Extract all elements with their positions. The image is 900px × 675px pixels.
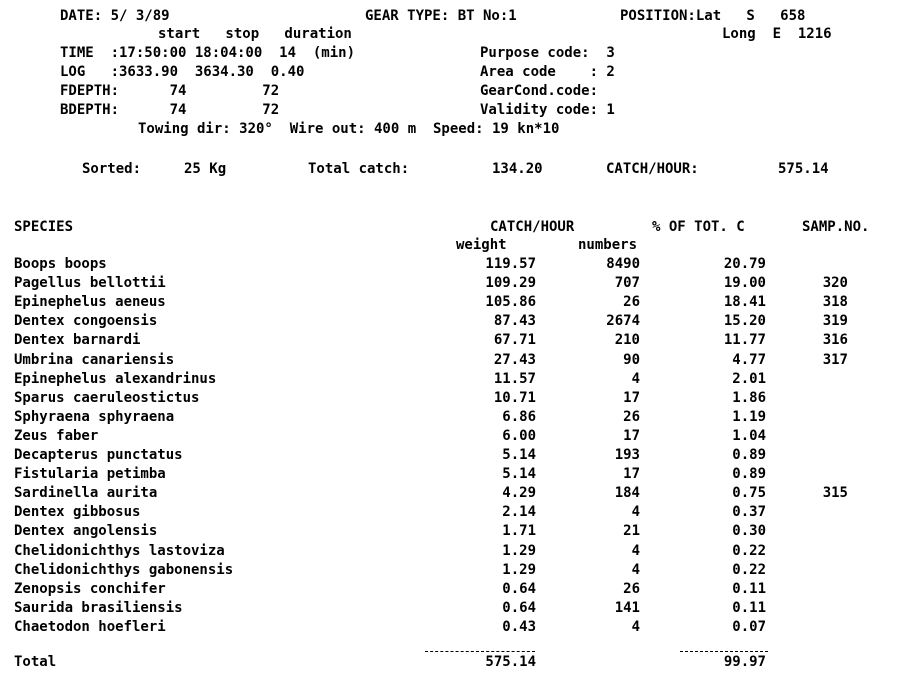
sorted-value: 25 Kg <box>184 161 227 177</box>
numbers-cell: 17 <box>623 390 640 406</box>
weight-cell: 105.86 <box>485 294 536 310</box>
pct-cell: 0.30 <box>732 523 766 539</box>
weight-cell: 6.00 <box>502 428 536 444</box>
species-name: Dentex barnardi <box>14 332 141 348</box>
catch-hour-value: 575.14 <box>778 161 829 177</box>
species-name: Fistularia petimba <box>14 466 166 482</box>
pct-cell: 0.22 <box>732 543 766 559</box>
species-name: Chelidonichthys lastoviza <box>14 543 225 559</box>
weight-cell: 1.29 <box>502 562 536 578</box>
samp-cell: 320 <box>822 275 848 291</box>
pct-cell: 0.75 <box>732 485 766 501</box>
weight-cell: 4.29 <box>502 485 536 501</box>
total-pct: 99.97 <box>723 654 766 670</box>
numbers-cell: 17 <box>623 428 640 444</box>
numbers-cell: 8490 <box>606 256 640 272</box>
numbers-cell: 193 <box>614 447 640 463</box>
species-name: Sphyraena sphyraena <box>14 409 175 425</box>
species-name: Dentex angolensis <box>14 523 158 539</box>
pct-cell: 0.89 <box>732 447 766 463</box>
pct-cell: 1.04 <box>732 428 766 444</box>
species-name: Boops boops <box>14 256 107 272</box>
species-name: Epinephelus alexandrinus <box>14 371 217 387</box>
species-name: Saurida brasiliensis <box>14 600 183 616</box>
towing-row: Towing dir: 320° Wire out: 400 m Speed: 19 kn*10 <box>138 121 560 137</box>
log-row: LOG :3633.90 3634.30 0.40 <box>60 64 305 80</box>
position-lat: POSITION:Lat S 658 <box>620 8 806 24</box>
samp-cell: 319 <box>822 313 848 329</box>
pct-cell: 20.79 <box>723 256 766 272</box>
weight-cell: 11.57 <box>493 371 536 387</box>
species-name: Decapterus punctatus <box>14 447 183 463</box>
species-name: Chelidonichthys gabonensis <box>14 562 234 578</box>
pct-cell: 1.19 <box>732 409 766 425</box>
weight-cell: 0.64 <box>502 581 536 597</box>
samp-cell: 316 <box>822 332 848 348</box>
sorted-label: Sorted: <box>82 161 142 177</box>
numbers-cell: 90 <box>623 352 640 368</box>
species-name: Dentex congoensis <box>14 313 158 329</box>
numbers-cell: 210 <box>614 332 640 348</box>
numbers-cell: 184 <box>614 485 640 501</box>
pct-cell: 0.11 <box>732 581 766 597</box>
date-label: DATE: 5/ 3/89 <box>60 8 170 24</box>
weight-cell: 0.43 <box>502 619 536 635</box>
numbers-cell: 26 <box>623 409 640 425</box>
weight-cell: 6.86 <box>502 409 536 425</box>
weight-subheader: weight <box>456 237 507 253</box>
area-code: Area code : 2 <box>480 64 615 80</box>
samp-no-header: SAMP.NO. <box>802 219 870 235</box>
total-catch-label: Total catch: <box>308 161 410 177</box>
pct-total-header: % OF TOT. C <box>652 219 745 235</box>
species-name: Zenopsis conchifer <box>14 581 166 597</box>
species-name: Umbrina canariensis <box>14 352 175 368</box>
numbers-cell: 4 <box>631 562 640 578</box>
weight-cell: 119.57 <box>485 256 536 272</box>
numbers-cell: 4 <box>631 504 640 520</box>
numbers-cell: 4 <box>631 371 640 387</box>
weight-cell: 109.29 <box>485 275 536 291</box>
catch-hour-label: CATCH/HOUR: <box>606 161 699 177</box>
pct-cell: 4.77 <box>732 352 766 368</box>
numbers-cell: 17 <box>623 466 640 482</box>
species-name: Sardinella aurita <box>14 485 158 501</box>
numbers-cell: 21 <box>623 523 640 539</box>
total-weight: 575.14 <box>485 654 536 670</box>
pct-cell: 0.89 <box>732 466 766 482</box>
weight-cell: 10.71 <box>493 390 536 406</box>
validity-code: Validity code: 1 <box>480 102 615 118</box>
weight-cell: 87.43 <box>493 313 536 329</box>
weight-cell: 27.43 <box>493 352 536 368</box>
samp-cell: 315 <box>822 485 848 501</box>
numbers-cell: 26 <box>623 294 640 310</box>
pct-cell: 18.41 <box>723 294 766 310</box>
species-name: Chaetodon hoefleri <box>14 619 166 635</box>
fdepth-row: FDEPTH: 74 72 <box>60 83 280 99</box>
pct-cell: 11.77 <box>723 332 766 348</box>
pct-cell: 2.01 <box>732 371 766 387</box>
weight-cell: 2.14 <box>502 504 536 520</box>
pct-cell: 0.07 <box>732 619 766 635</box>
weight-total-rule <box>425 651 535 652</box>
numbers-cell: 4 <box>631 543 640 559</box>
numbers-subheader: numbers <box>578 237 638 253</box>
numbers-cell: 26 <box>623 581 640 597</box>
numbers-cell: 707 <box>614 275 640 291</box>
species-name: Dentex gibbosus <box>14 504 141 520</box>
weight-cell: 1.71 <box>502 523 536 539</box>
numbers-cell: 4 <box>631 619 640 635</box>
species-header: SPECIES <box>14 219 74 235</box>
time-column-headers: start stop duration <box>158 26 352 42</box>
total-catch-value: 134.20 <box>492 161 543 177</box>
samp-cell: 318 <box>822 294 848 310</box>
bdepth-row: BDEPTH: 74 72 <box>60 102 280 118</box>
gear-type-label: GEAR TYPE: BT No:1 <box>365 8 517 24</box>
gearcond-code: GearCond.code: <box>480 83 599 99</box>
pct-cell: 1.86 <box>732 390 766 406</box>
catch-hour-header: CATCH/HOUR <box>490 219 575 235</box>
weight-cell: 0.64 <box>502 600 536 616</box>
purpose-code: Purpose code: 3 <box>480 45 615 61</box>
total-label: Total <box>14 654 57 670</box>
pct-cell: 0.37 <box>732 504 766 520</box>
species-name: Epinephelus aeneus <box>14 294 166 310</box>
numbers-cell: 141 <box>614 600 640 616</box>
pct-cell: 0.22 <box>732 562 766 578</box>
time-row: TIME :17:50:00 18:04:00 14 (min) <box>60 45 356 61</box>
weight-cell: 67.71 <box>493 332 536 348</box>
species-name: Sparus caeruleostictus <box>14 390 200 406</box>
weight-cell: 1.29 <box>502 543 536 559</box>
species-name: Zeus faber <box>14 428 99 444</box>
species-name: Pagellus bellottii <box>14 275 166 291</box>
weight-cell: 5.14 <box>502 466 536 482</box>
pct-cell: 0.11 <box>732 600 766 616</box>
position-long: Long E 1216 <box>722 26 832 42</box>
samp-cell: 317 <box>822 352 848 368</box>
pct-cell: 19.00 <box>723 275 766 291</box>
pct-total-rule <box>680 651 768 652</box>
numbers-cell: 2674 <box>606 313 640 329</box>
pct-cell: 15.20 <box>723 313 766 329</box>
weight-cell: 5.14 <box>502 447 536 463</box>
